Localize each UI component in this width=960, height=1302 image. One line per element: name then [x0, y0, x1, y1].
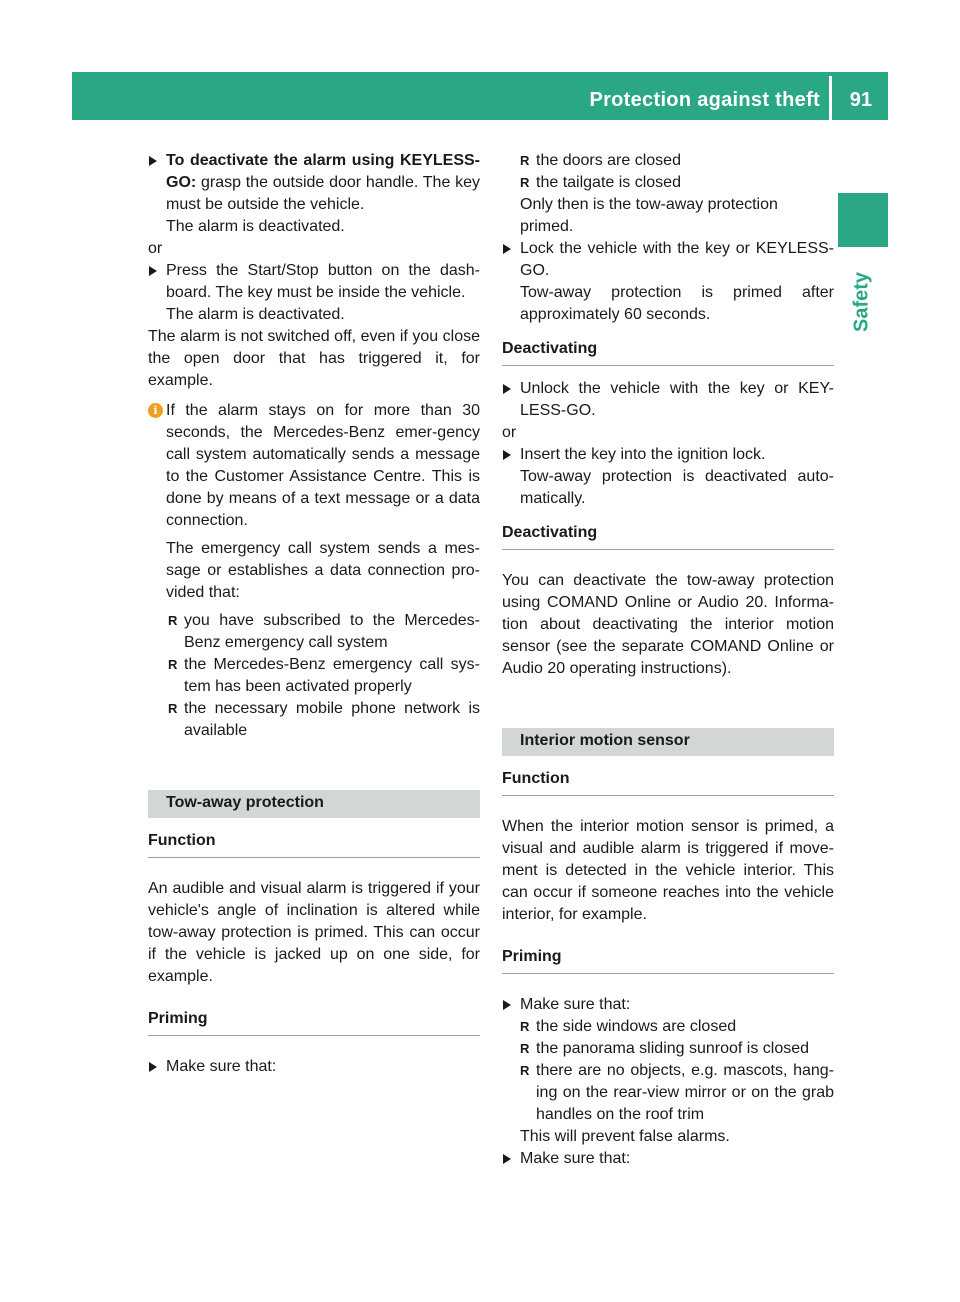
- bullet-icon: R: [520, 1063, 530, 1078]
- bullet-icon: R: [520, 153, 530, 168]
- step-arrow-icon: [149, 1062, 157, 1072]
- list-item: R the panorama sliding sunroof is closed: [502, 1038, 834, 1060]
- step-arrow-icon: [503, 244, 511, 254]
- list-item: R the side windows are closed: [502, 1016, 834, 1038]
- info-note: [148, 400, 480, 742]
- alarm-not-off-text: The alarm is not switched off, even if you close the open door that has triggered it, for example.: [148, 328, 480, 389]
- note-paragraph-2: The emergency call system sends a mes-sage or establishes a data connection pro-vided that:: [166, 540, 480, 601]
- page-header: [72, 72, 888, 120]
- step-arrow-icon: [503, 384, 511, 394]
- bullet-icon: R: [168, 657, 178, 672]
- chapter-label: Safety: [850, 271, 873, 333]
- deactivating-text: You can deactivate the tow-away protection using COMAND Online or Audio 20. Informa-tion about deactivating the interior motion sensor (see the separate COMAND Online or Audio 20 operating instructions).: [502, 572, 834, 677]
- startstop-step: [148, 260, 480, 326]
- page-number: 91: [849, 89, 872, 111]
- subheading-priming: Priming: [148, 1008, 480, 1036]
- step-arrow-icon: [503, 1000, 511, 1010]
- right-column: [502, 150, 834, 1170]
- bullet-icon: R: [520, 1019, 530, 1034]
- only-then-text: Only then is the tow-away protection primed.: [520, 196, 778, 235]
- keyless-step-bold: To deactivate the alarm using KEYLESS-GO:: [166, 152, 480, 191]
- subheading-deactivating: Deactivating: [502, 338, 834, 366]
- left-column: [148, 150, 480, 1078]
- subheading-function: Function: [148, 830, 480, 858]
- lock-step: Lock the vehicle with the key or KEYLESS-GO. Tow-away protection is primed after approximately 60 seconds.: [502, 238, 834, 326]
- or-text: or: [148, 240, 163, 257]
- unlock-step: Unlock the vehicle with the key or KEY-LESS-GO.: [502, 378, 834, 422]
- step-arrow-icon: [149, 156, 157, 166]
- insert-key-step: Insert the key into the ignition lock. Tow-away protection is deactivated auto-matically.: [502, 444, 834, 510]
- chapter-tab: [838, 193, 888, 247]
- or-text: or: [502, 424, 517, 441]
- ims-function-text: When the interior motion sensor is primed, a visual and audible alarm is triggered if move-ment is detected in the vehicle interior. This can occur if someone reaches into the vehicle interior, for example.: [502, 818, 834, 923]
- section-heading-interior-motion: Interior motion sensor: [502, 728, 834, 756]
- keyless-step: [148, 150, 480, 238]
- list-item: R there are no objects, e.g. mascots, hang-ing on the rear-view mirror or on the grab handles on the roof trim: [520, 1062, 834, 1123]
- tow-function-text: An audible and visual alarm is triggered if your vehicle's angle of inclination is altered while tow-away protection is primed. This can occur if the vehicle is jacked up on one side, for example.: [148, 880, 480, 985]
- prevent-alarms-text: This will prevent false alarms.: [520, 1128, 730, 1145]
- keyless-step-text: grasp the outside door handle. The key must be outside the vehicle.: [166, 174, 480, 213]
- make-sure-step: Make sure that:: [502, 1148, 834, 1170]
- list-item: R the necessary mobile phone network is available: [168, 700, 480, 739]
- bullet-icon: R: [168, 701, 178, 716]
- bullet-icon: R: [168, 613, 178, 628]
- step-arrow-icon: [503, 450, 511, 460]
- note-paragraph-1: If the alarm stays on for more than 30 seconds, the Mercedes-Benz emer-gency call system automatically sends a message to the Customer Assistance Centre. This is done by means of a text message or a data connection.: [166, 402, 480, 529]
- page-title: Protection against theft: [589, 89, 820, 111]
- subheading-deactivating: Deactivating: [502, 522, 834, 550]
- startstop-step-text: Press the Start/Stop button on the dash-board. The key must be inside the vehicle.: [166, 262, 480, 301]
- make-sure-step: Make sure that:: [148, 1056, 480, 1078]
- make-sure-step: Make sure that:: [502, 994, 834, 1016]
- section-heading-tow-away: Tow-away protection: [148, 790, 480, 818]
- header-divider: [829, 76, 832, 120]
- step-arrow-icon: [503, 1154, 511, 1164]
- subheading-priming: Priming: [502, 946, 834, 974]
- step-arrow-icon: [149, 266, 157, 276]
- subheading-function: Function: [502, 768, 834, 796]
- list-item: R the doors are closed: [502, 150, 834, 172]
- list-item: R you have subscribed to the Mercedes-Benz emergency call system: [168, 612, 480, 651]
- keyless-step-result: The alarm is deactivated.: [166, 218, 345, 235]
- list-item: R the Mercedes-Benz emergency call sys-tem has been activated properly: [168, 656, 480, 695]
- bullet-icon: R: [520, 1041, 530, 1056]
- bullet-icon: R: [520, 175, 530, 190]
- startstop-step-result: The alarm is deactivated.: [166, 306, 345, 323]
- list-item: R the tailgate is closed: [502, 172, 834, 194]
- info-icon: i: [148, 403, 163, 418]
